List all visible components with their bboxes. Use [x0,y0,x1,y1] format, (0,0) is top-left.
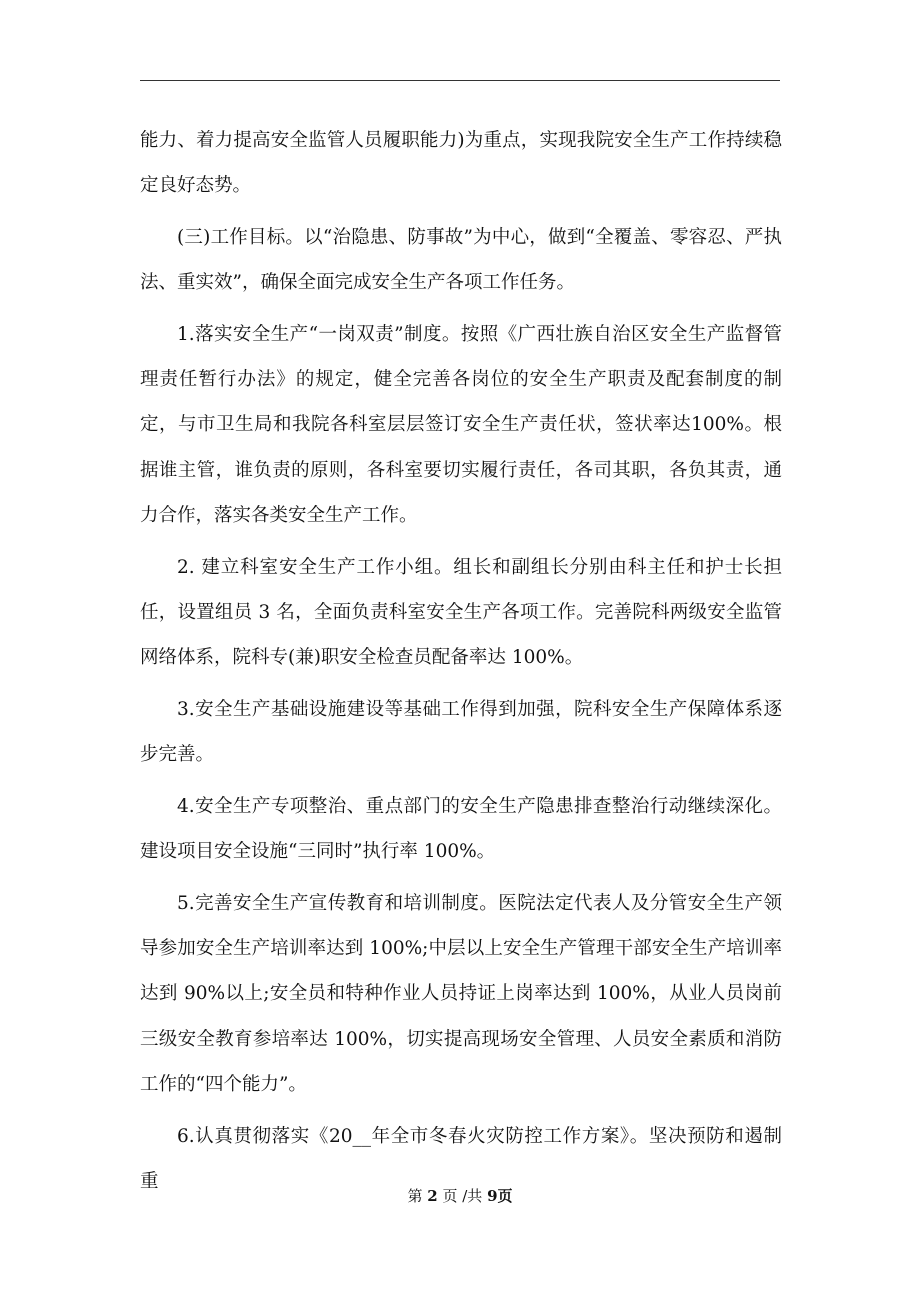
paragraph: 3.安全生产基础设施建设等基础工作得到加强，院科安全生产保障体系逐步完善。 [140,698,782,766]
paragraph: 6.认真贯彻落实《20__年全市冬春火灾防控工作方案》。坚决预防和遏制重 [140,1125,782,1192]
footer-suffix: 页 [497,1187,513,1205]
paragraph: 4.安全生产专项整治、重点部门的安全生产隐患排查整治行动继续深化。建设项目安全设施“三同时”执行率 100%。 [140,795,782,863]
page-footer [0,1186,920,1206]
current-page-number: 2 [427,1187,438,1205]
footer-middle: 页 /共 [442,1187,483,1205]
header-rule [140,80,780,81]
body-text [140,118,782,1210]
paragraph: 2. 建立科室安全生产工作小组。组长和副组长分别由科主任和护士长担任，设置组员 3 名，全面负责科室安全生产各项工作。完善院科两级安全监管网络体系，院科专(兼)职安全检查员配备率达 100%。 [140,556,782,669]
paragraph: 5.完善安全生产宣传教育和培训制度。医院法定代表人及分管安全生产领导参加安全生产培训率达到 100%;中层以上安全生产管理干部安全生产培训率达到 90%以上;安全员和特种作业人员持证上岗率达到 100%，从业人员岗前三级安全教育参培率达 100%，切实提高现场安全管理、人员安全素质和消防工作的“四个能力”。 [140,892,782,1096]
footer-prefix: 第 [407,1187,423,1205]
total-pages-number: 9 [487,1187,498,1205]
paragraph: 能力、着力提高安全监管人员履职能力)为重点，实现我院安全生产工作持续稳定良好态势。 [140,130,782,197]
paragraph: 1.落实安全生产“一岗双责”制度。按照《广西壮族自治区安全生产监督管理责任暂行办法》的规定，健全完善各岗位的安全生产职责及配套制度的制定，与市卫生局和我院各科室层层签订安全生产责任状，签状率达100%。根据谁主管，谁负责的原则，各科室要切实履行责任，各司其职，各负其责，通力合作，落实各类安全生产工作。 [140,323,782,527]
paragraph: (三)工作目标。以“治隐患、防事故”为中心，做到“全覆盖、零容忍、严执法、重实效”，确保全面完成安全生产各项工作任务。 [140,226,782,294]
